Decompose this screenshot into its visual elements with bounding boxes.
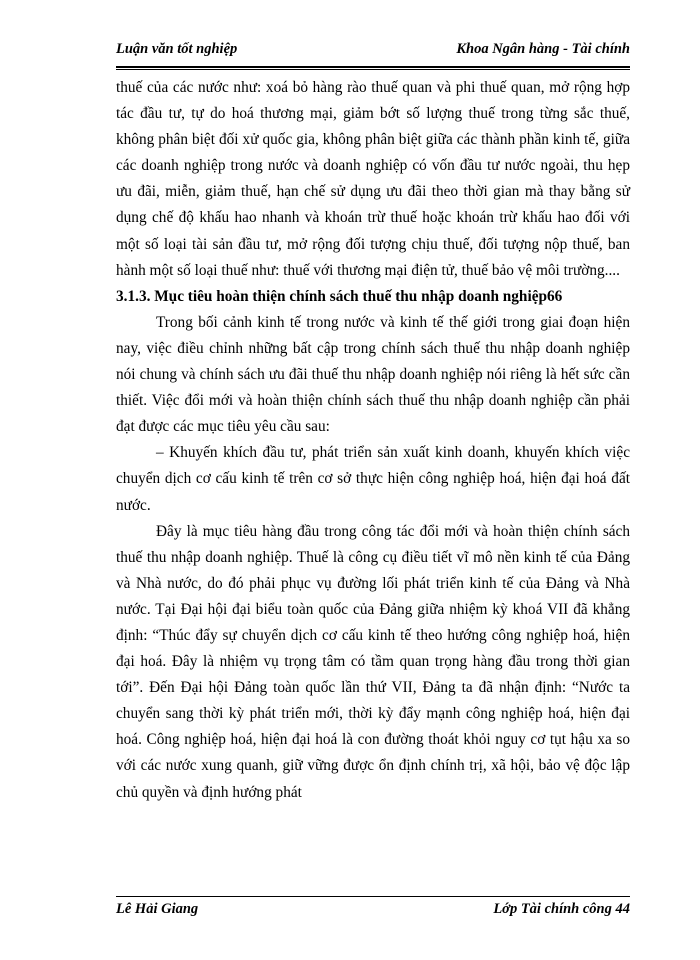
header-thesis-title: Luận văn tốt nghiệp — [116, 41, 238, 57]
footer-author: Lê Hải Giang — [116, 901, 199, 917]
header-divider — [116, 66, 630, 70]
footer-class: Lớp Tài chính công 44 — [493, 901, 630, 917]
paragraph-objective-item: – Khuyến khích đầu tư, phát triển sản xuất kinh doanh, khuyến khích việc chuyển dịch cơ cấu kinh tế trên cơ sở thực hiện công nghiệp hoá, hiện đại hoá đất nước. — [116, 444, 630, 514]
paragraph-context: Trong bối cảnh kinh tế trong nước và kinh tế thế giới trong giai đoạn hiện nay, việc điều chỉnh những bất cập trong chính sách thuế thu nhập doanh nghiệp nói chung và chính sách ưu đãi thuế thu nhập doanh nghiệp nói riêng là hết sức cần thiết. Việc đổi mới và hoàn thiện chính sách thuế thu nhập doanh nghiệp cần phải đạt được các mục tiêu yêu cầu sau: — [116, 313, 630, 436]
page-body — [116, 75, 630, 806]
footer-divider — [116, 896, 630, 897]
header-faculty: Khoa Ngân hàng - Tài chính — [456, 41, 630, 57]
section-heading: 3.1.3. Mục tiêu hoàn thiện chính sách thuế thu nhập doanh nghiệp66 — [116, 287, 563, 305]
page-header — [116, 41, 630, 63]
page-footer — [116, 901, 630, 923]
paragraph-explanation: Đây là mục tiêu hàng đầu trong công tác đổi mới và hoàn thiện chính sách thuế thu nhập doanh nghiệp. Thuế là công cụ điều tiết vĩ mô nền kinh tế của Đảng và Nhà nước, do đó phải phục vụ đường lối phát triển kinh tế của Đảng và Nhà nước. Tại Đại hội đại biểu toàn quốc của Đảng giữa nhiệm kỳ khoá VII đã khẳng định: “Thúc đẩy sự chuyển dịch cơ cấu kinh tế theo hướng công nghiệp hoá, hiện đại hoá. Đây là nhiệm vụ trọng tâm có tầm quan trọng hàng đầu trong thời gian tới”. Đến Đại hội Đảng toàn quốc lần thứ VII, Đảng ta đã nhận định: “Nước ta chuyển sang thời kỳ phát triển mới, thời kỳ đẩy mạnh công nghiệp hoá, hiện đại hoá. Công nghiệp hoá, hiện đại hoá là con đường thoát khỏi nguy cơ tụt hậu xa so với các nước xung quanh, giữ vững được ổn định chính trị, xã hội, bảo vệ độc lập chủ quyền và định hướng phát — [116, 522, 630, 801]
paragraph-continuation: thuế của các nước như: xoá bỏ hàng rào thuế quan và phi thuế quan, mở rộng hợp tác đầu tư, tự do hoá thương mại, giảm bớt số lượng thuế trong từng sắc thuế, không phân biệt đối xử quốc gia, không phân biệt giữa các thành phần kinh tế, giữa các doanh nghiệp trong nước và doanh nghiệp có vốn đầu tư nước ngoài, thu hẹp ưu đãi, miễn, giảm thuế, hạn chế sử dụng ưu đãi theo thời gian mà thay bằng sử dụng chế độ khấu hao nhanh và khoán trừ thuế hoặc khoán trừ khấu hao đối với một số loại tài sản đầu tư, mở rộng đối tượng chịu thuế, đối tượng nộp thuế, ban hành một số loại thuế như: thuế với thương mại điện tử, thuế bảo vệ môi trường.... — [116, 79, 630, 279]
